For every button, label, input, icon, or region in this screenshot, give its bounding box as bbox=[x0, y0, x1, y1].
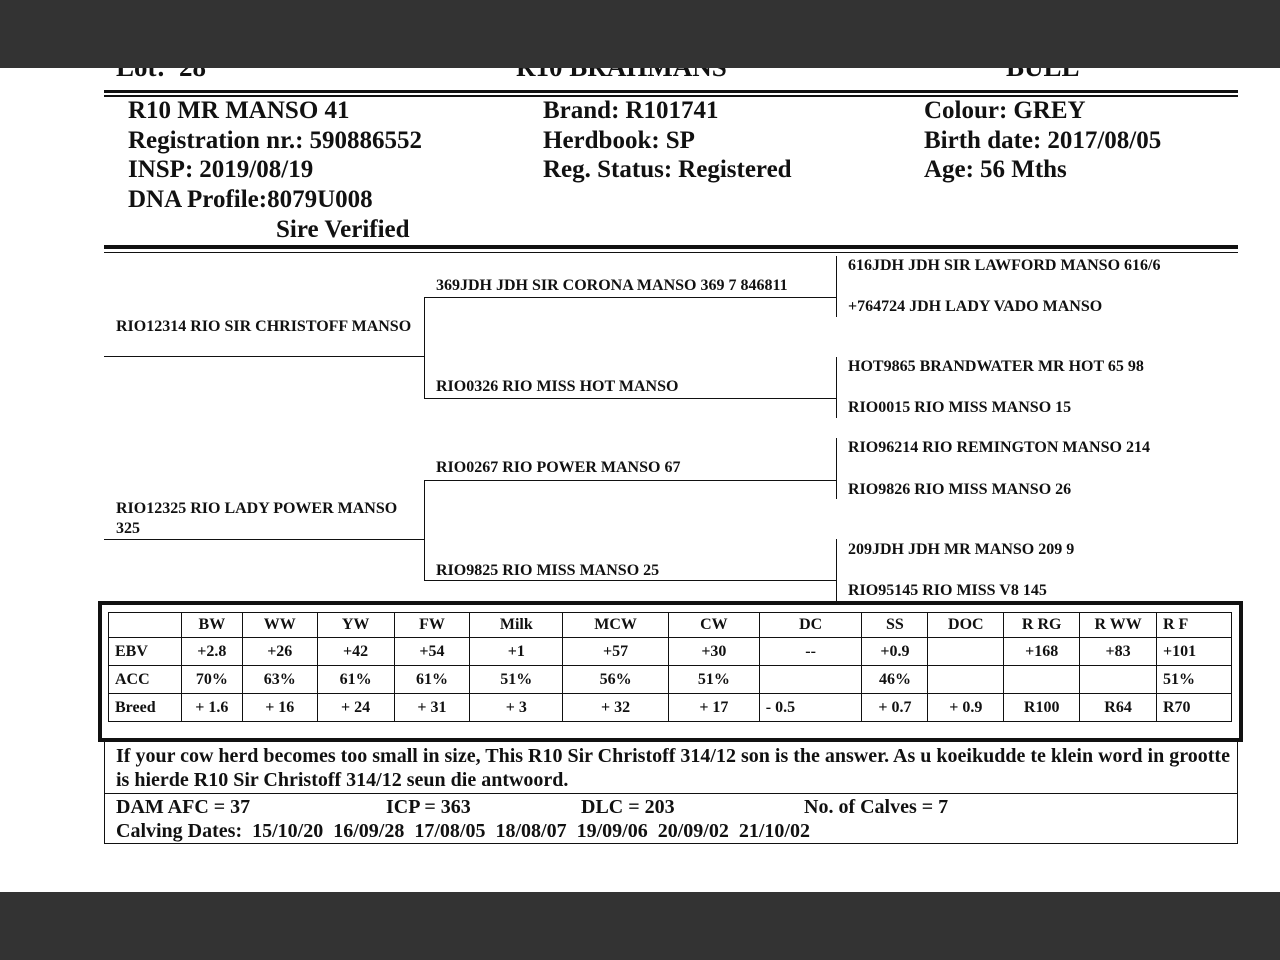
ebv-header-cell: R F bbox=[1157, 613, 1232, 638]
ss-line bbox=[424, 297, 836, 298]
ebv-cell: -- bbox=[759, 638, 862, 666]
breed-cell: - 0.5 bbox=[759, 694, 862, 722]
ebv-row-label: EBV bbox=[109, 638, 182, 666]
acc-cell bbox=[759, 666, 862, 694]
breed-cell: + 32 bbox=[563, 694, 669, 722]
ebv-cell: +30 bbox=[668, 638, 759, 666]
birth-field: Birth date: 2017/08/05 bbox=[924, 127, 1162, 154]
breed-cell: + 0.7 bbox=[862, 694, 928, 722]
ebv-header-cell: WW bbox=[242, 613, 317, 638]
breed-cell: + 31 bbox=[394, 694, 470, 722]
dam-bracket bbox=[424, 480, 425, 581]
acc-cell: 63% bbox=[242, 666, 317, 694]
ebv-cell: +83 bbox=[1080, 638, 1157, 666]
dam-icp: ICP = 363 bbox=[386, 796, 471, 818]
breed-cell: R100 bbox=[1004, 694, 1080, 722]
ds-bracket bbox=[836, 438, 837, 499]
acc-cell bbox=[928, 666, 1004, 694]
breed-cell: + 1.6 bbox=[181, 694, 242, 722]
ebv-header-cell: Milk bbox=[470, 613, 563, 638]
colour-field: Colour: GREY bbox=[924, 97, 1086, 124]
ebv-header-cell: R WW bbox=[1080, 613, 1157, 638]
breed-cell: + 3 bbox=[470, 694, 563, 722]
dsd-name: RIO9826 RIO MISS MANSO 26 bbox=[848, 481, 1072, 498]
registration-field: Registration nr.: 590886552 bbox=[128, 127, 422, 154]
brand-field: Brand: R101741 bbox=[543, 97, 719, 124]
ebv-cell bbox=[928, 638, 1004, 666]
ebv-cell: +168 bbox=[1004, 638, 1080, 666]
header-rule-bottom bbox=[104, 245, 1238, 249]
ebv-row bbox=[109, 638, 1232, 666]
dam-calves: No. of Calves = 7 bbox=[804, 796, 949, 818]
sdd-name: RIO0015 RIO MISS MANSO 15 bbox=[848, 399, 1072, 416]
ebv-table bbox=[108, 612, 1232, 722]
animal-name: R10 MR MANSO 41 bbox=[128, 97, 350, 124]
acc-cell bbox=[1004, 666, 1080, 694]
acc-cell: 51% bbox=[1157, 666, 1232, 694]
description-text: If your cow herd becomes too small in size, This R10 Sir Christoff 314/12 son is the answer. As u koeikudde te klein word in grootte is hierde R10 Sir Christoff 314/12 seun die antwoord. bbox=[116, 745, 1230, 791]
sss-name: 616JDH JDH SIR LAWFORD MANSO 616/6 bbox=[848, 257, 1161, 274]
dss-name: RIO96214 RIO REMINGTON MANSO 214 bbox=[848, 439, 1150, 456]
ebv-header-cell: DC bbox=[759, 613, 862, 638]
acc-row-label: ACC bbox=[109, 666, 182, 694]
top-bar bbox=[0, 0, 1280, 68]
acc-cell: 61% bbox=[394, 666, 470, 694]
ebv-header-cell: YW bbox=[317, 613, 394, 638]
dna-field: DNA Profile:8079U008 bbox=[128, 186, 373, 213]
ddd-name: RIO95145 RIO MISS V8 145 bbox=[848, 582, 1047, 599]
sds-name: HOT9865 BRANDWATER MR HOT 65 98 bbox=[848, 358, 1144, 375]
breed-cell: R64 bbox=[1080, 694, 1157, 722]
breed-row-label: Breed bbox=[109, 694, 182, 722]
acc-cell: 51% bbox=[668, 666, 759, 694]
dd-bracket bbox=[836, 539, 837, 601]
ebv-cell: +101 bbox=[1157, 638, 1232, 666]
herdbook-field: Herdbook: SP bbox=[543, 127, 695, 154]
breed-cell: R70 bbox=[1157, 694, 1232, 722]
sire-name: RIO12314 RIO SIR CHRISTOFF MANSO bbox=[116, 318, 412, 335]
dam-afc: DAM AFC = 37 bbox=[116, 796, 251, 818]
insp-field: INSP: 2019/08/19 bbox=[128, 156, 314, 183]
ebv-header-cell: BW bbox=[181, 613, 242, 638]
dam-name: RIO12325 RIO LADY POWER MANSO 325 bbox=[116, 500, 398, 537]
calving-dates bbox=[116, 820, 810, 843]
acc-cell: 70% bbox=[181, 666, 242, 694]
breed-cell: + 16 bbox=[242, 694, 317, 722]
status-field: Reg. Status: Registered bbox=[543, 156, 792, 183]
ebv-header-cell: FW bbox=[394, 613, 470, 638]
ebv-header-cell: MCW bbox=[563, 613, 669, 638]
ebv-header-cell bbox=[109, 613, 182, 638]
description-separator bbox=[104, 793, 1238, 794]
acc-row bbox=[109, 666, 1232, 694]
ebv-header-cell: R RG bbox=[1004, 613, 1080, 638]
acc-cell: 61% bbox=[317, 666, 394, 694]
calving-date: 18/08/07 bbox=[495, 820, 567, 842]
calving-date: 17/08/05 bbox=[414, 820, 486, 842]
breed-cell: + 17 bbox=[668, 694, 759, 722]
sd-line bbox=[424, 398, 836, 399]
ssd-name: +764724 JDH LADY VADO MANSO bbox=[848, 298, 1103, 315]
ss-name: 369JDH JDH SIR CORONA MANSO 369 7 846811 bbox=[436, 277, 788, 294]
ds-line bbox=[424, 480, 836, 481]
sire-verified: Sire Verified bbox=[276, 216, 410, 243]
sire-line bbox=[104, 356, 424, 357]
ebv-cell: +2.8 bbox=[181, 638, 242, 666]
header-rule-top bbox=[104, 90, 1238, 93]
ss-bracket bbox=[836, 256, 837, 317]
breed-cell: + 24 bbox=[317, 694, 394, 722]
breed-cell: + 0.9 bbox=[928, 694, 1004, 722]
ebv-cell: +54 bbox=[394, 638, 470, 666]
acc-cell: 51% bbox=[470, 666, 563, 694]
calving-date: 20/09/02 bbox=[657, 820, 729, 842]
sd-bracket bbox=[836, 357, 837, 418]
bottom-bar bbox=[0, 892, 1280, 960]
ebv-cell: +42 bbox=[317, 638, 394, 666]
dam-dlc: DLC = 203 bbox=[581, 796, 675, 818]
ebv-header-row bbox=[109, 613, 1232, 638]
acc-cell bbox=[1080, 666, 1157, 694]
calving-date: 21/10/02 bbox=[738, 820, 810, 842]
age-field: Age: 56 Mths bbox=[924, 156, 1067, 183]
dam-line bbox=[104, 539, 424, 540]
ebv-cell: +57 bbox=[563, 638, 669, 666]
sire-bracket bbox=[424, 297, 425, 398]
ds-name: RIO0267 RIO POWER MANSO 67 bbox=[436, 459, 681, 476]
ebv-cell: +0.9 bbox=[862, 638, 928, 666]
dd-name: RIO9825 RIO MISS MANSO 25 bbox=[436, 562, 660, 579]
calving-date: 19/09/06 bbox=[576, 820, 648, 842]
ebv-header-cell: CW bbox=[668, 613, 759, 638]
calving-date: 15/10/20 bbox=[252, 820, 324, 842]
ebv-cell: +26 bbox=[242, 638, 317, 666]
ebv-header-cell: DOC bbox=[928, 613, 1004, 638]
header-rule-bottom-thin bbox=[104, 252, 1238, 253]
calving-label: Calving Dates: bbox=[116, 820, 243, 842]
dds-name: 209JDH JDH MR MANSO 209 9 bbox=[848, 541, 1075, 558]
acc-cell: 56% bbox=[563, 666, 669, 694]
acc-cell: 46% bbox=[862, 666, 928, 694]
ebv-cell: +1 bbox=[470, 638, 563, 666]
sd-name: RIO0326 RIO MISS HOT MANSO bbox=[436, 378, 679, 395]
ebv-header-cell: SS bbox=[862, 613, 928, 638]
calving-date: 16/09/28 bbox=[333, 820, 405, 842]
breed-row bbox=[109, 694, 1232, 722]
